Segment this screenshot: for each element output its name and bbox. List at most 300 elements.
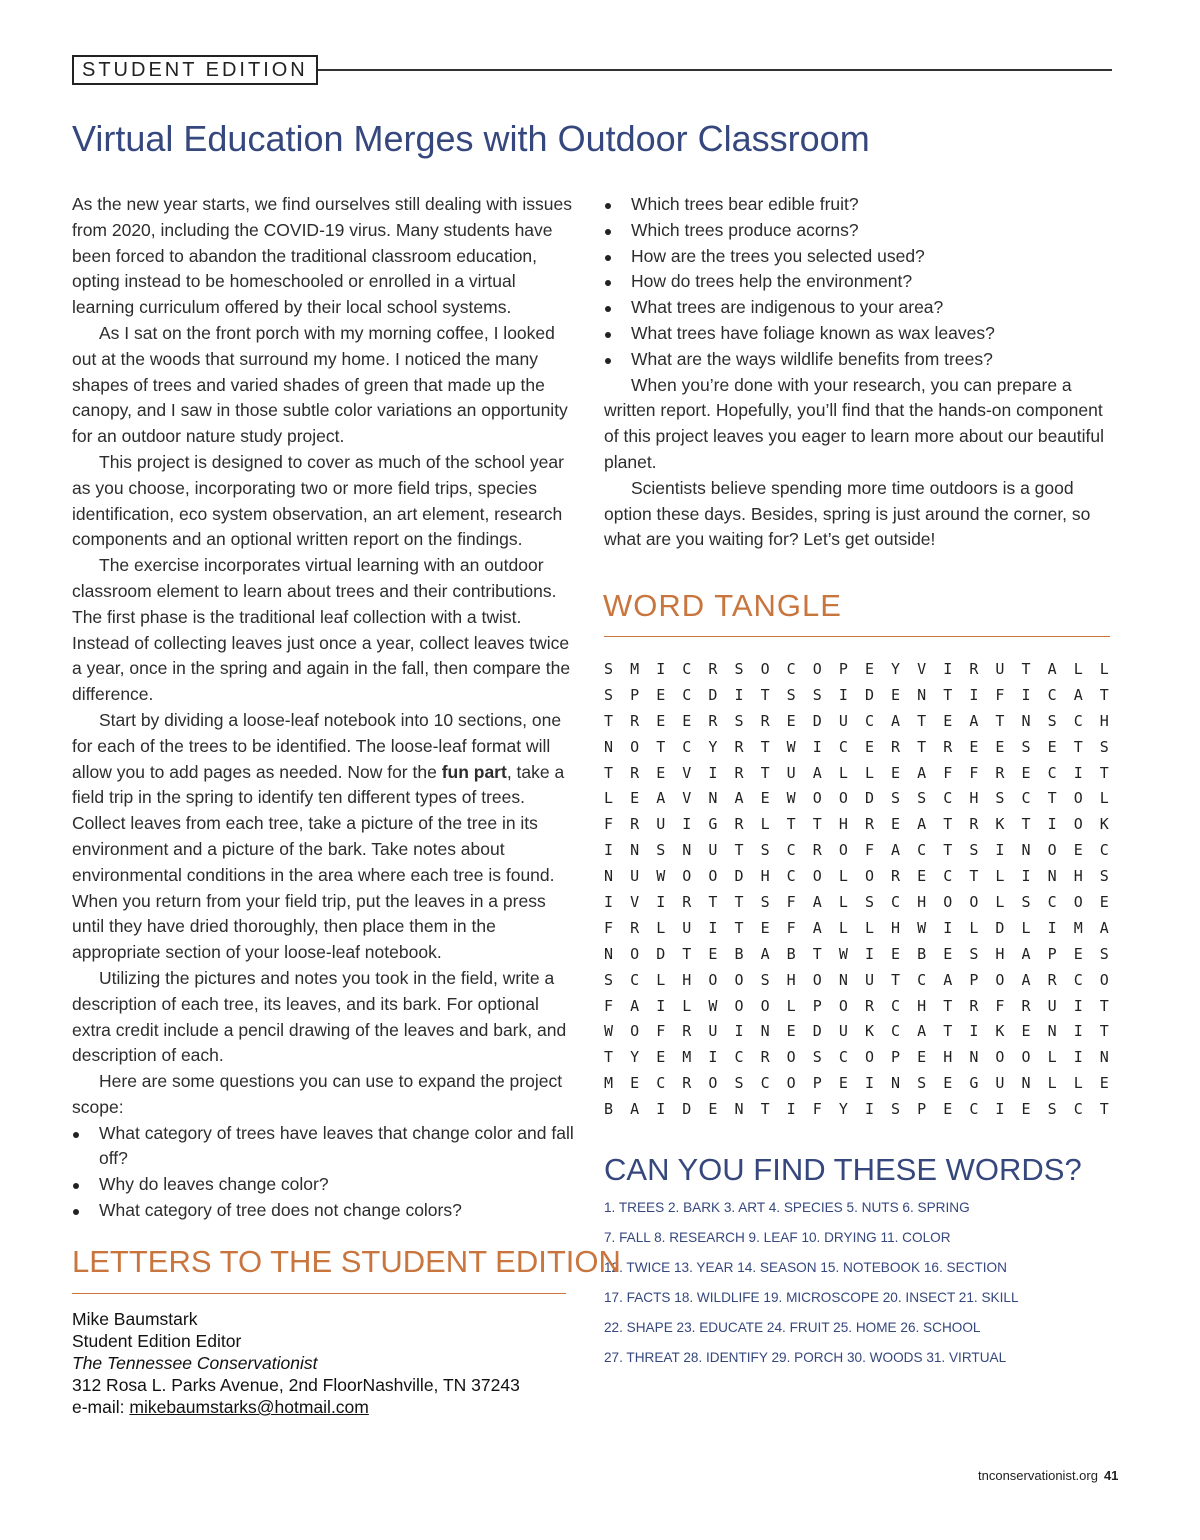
word-search-grid xyxy=(604,656,1126,1122)
grid-letter: C xyxy=(734,1048,744,1067)
grid-letter: N xyxy=(1021,711,1031,730)
grid-letter: I xyxy=(864,944,874,963)
grid-letter: K xyxy=(864,1022,874,1041)
grid-row xyxy=(604,682,1126,708)
grid-letter: L xyxy=(838,867,848,886)
grid-letter: P xyxy=(838,659,848,678)
grid-letter: T xyxy=(917,737,927,756)
grid-letter: I xyxy=(1047,918,1057,937)
grid-letter: E xyxy=(943,1100,953,1119)
grid-letter: P xyxy=(1047,944,1057,963)
grid-letter: W xyxy=(708,996,718,1015)
grid-letter: D xyxy=(812,711,822,730)
grid-letter: S xyxy=(1099,944,1109,963)
grid-letter: R xyxy=(969,659,979,678)
grid-letter: U xyxy=(838,711,848,730)
paragraph-2: As I sat on the front porch with my morning coffee, I looked out at the woods that surround my home. I noticed the many shapes of trees and varied shades of green that made up the canopy, and I saw in those subtle color variations an opportunity for an outdoor nature study project. xyxy=(72,322,568,447)
grid-letter: I xyxy=(1073,1022,1083,1041)
grid-letter: O xyxy=(864,867,874,886)
question-item: Which trees produce acorns? xyxy=(604,218,1114,244)
grid-letter: P xyxy=(812,996,822,1015)
grid-letter: I xyxy=(1073,1048,1083,1067)
grid-letter: M xyxy=(682,1048,692,1067)
fun-part-emphasis: fun part xyxy=(441,761,507,782)
grid-letter: A xyxy=(812,918,822,937)
grid-letter: L xyxy=(1099,659,1109,678)
grid-letter: E xyxy=(708,944,718,963)
question-item: What are the ways wildlife benefits from trees? xyxy=(604,347,1114,373)
grid-letter: O xyxy=(812,867,822,886)
grid-letter: O xyxy=(995,1048,1005,1067)
grid-letter: V xyxy=(682,789,692,808)
grid-letter: I xyxy=(604,892,614,911)
grid-letter: L xyxy=(995,892,1005,911)
grid-letter: I xyxy=(995,1100,1005,1119)
grid-letter: O xyxy=(838,841,848,860)
grid-letter: S xyxy=(864,892,874,911)
grid-letter: T xyxy=(786,815,796,834)
grid-letter: E xyxy=(630,789,640,808)
grid-letter: D xyxy=(656,944,666,963)
grid-row xyxy=(604,1018,1126,1044)
grid-letter: L xyxy=(864,918,874,937)
grid-letter: N xyxy=(1047,1022,1057,1041)
grid-letter: T xyxy=(1099,763,1109,782)
grid-letter: C xyxy=(1021,789,1031,808)
grid-letter: E xyxy=(708,1100,718,1119)
grid-letter: T xyxy=(1099,996,1109,1015)
grid-letter: I xyxy=(656,996,666,1015)
grid-row xyxy=(604,734,1126,760)
paragraph-report: When you’re done with your research, you can prepare a written report. Hopefully, you’ll find that the hands-on component of this project leaves you eager to learn more about our beautiful planet. xyxy=(604,374,1105,472)
grid-letter: W xyxy=(786,789,796,808)
footer xyxy=(978,1468,1118,1483)
grid-letter: E xyxy=(995,737,1005,756)
grid-letter: T xyxy=(760,763,770,782)
grid-letter: T xyxy=(1047,789,1057,808)
grid-letter: U xyxy=(1047,996,1057,1015)
grid-letter: M xyxy=(630,659,640,678)
grid-letter: C xyxy=(1073,970,1083,989)
grid-letter: V xyxy=(917,659,927,678)
grid-letter: L xyxy=(1073,1074,1083,1093)
grid-letter: I xyxy=(1021,685,1031,704)
grid-letter: C xyxy=(943,867,953,886)
grid-letter: T xyxy=(1099,1100,1109,1119)
grid-letter: A xyxy=(1021,944,1031,963)
grid-letter: L xyxy=(838,918,848,937)
grid-letter: F xyxy=(812,1100,822,1119)
grid-letter: E xyxy=(1073,944,1083,963)
grid-letter: R xyxy=(630,815,640,834)
paragraph-3: This project is designed to cover as much of the school year as you choose, incorporating two or more field trips, species identification, eco system observation, an art element, research components and an optional written report on the findings. xyxy=(72,451,564,550)
grid-letter: F xyxy=(656,1022,666,1041)
grid-letter: S xyxy=(917,1074,927,1093)
grid-letter: L xyxy=(1047,1074,1057,1093)
editor-role: Student Edition Editor xyxy=(72,1331,242,1351)
grid-letter: S xyxy=(812,1048,822,1067)
grid-letter: S xyxy=(1099,867,1109,886)
grid-letter: T xyxy=(943,996,953,1015)
word-tangle-heading: WORD TANGLE xyxy=(603,588,842,623)
page-number: 41 xyxy=(1103,1468,1119,1483)
grid-letter: O xyxy=(838,996,848,1015)
grid-letter: R xyxy=(760,1048,770,1067)
grid-letter: S xyxy=(760,841,770,860)
grid-letter: E xyxy=(891,944,901,963)
grid-row xyxy=(604,863,1126,889)
grid-letter: V xyxy=(682,763,692,782)
grid-letter: L xyxy=(656,918,666,937)
grid-letter: C xyxy=(969,1100,979,1119)
grid-letter: O xyxy=(812,970,822,989)
grid-letter: E xyxy=(943,1074,953,1093)
grid-letter: I xyxy=(864,1074,874,1093)
grid-letter: C xyxy=(1047,763,1057,782)
editor-name: Mike Baumstark xyxy=(72,1309,198,1329)
grid-letter: F xyxy=(864,841,874,860)
grid-letter: L xyxy=(760,815,770,834)
grid-letter: S xyxy=(1021,892,1031,911)
grid-letter: O xyxy=(1073,892,1083,911)
grid-letter: C xyxy=(943,789,953,808)
grid-letter: T xyxy=(917,711,927,730)
grid-row xyxy=(604,1070,1126,1096)
grid-letter: O xyxy=(1073,815,1083,834)
grid-letter: L xyxy=(1021,918,1031,937)
grid-letter: W xyxy=(656,867,666,886)
grid-letter: O xyxy=(786,1048,796,1067)
grid-letter: A xyxy=(1021,970,1031,989)
grid-letter: L xyxy=(838,892,848,911)
grid-letter: E xyxy=(682,711,692,730)
word-list-line: 17. FACTS 18. WILDLIFE 19. MICROSCOPE 20. INSECT 21. SKILL xyxy=(604,1290,1019,1305)
grid-letter: L xyxy=(969,918,979,937)
grid-letter: I xyxy=(786,1100,796,1119)
grid-letter: O xyxy=(995,970,1005,989)
grid-letter: S xyxy=(760,970,770,989)
grid-letter: C xyxy=(891,996,901,1015)
paragraph-7: Here are some questions you can use to expand the project scope: xyxy=(72,1071,563,1117)
paragraph-outdoors: Scientists believe spending more time outdoors is a good option these days. Besides, spring is just around the corner, so what are you waiting for? Let’s get outside! xyxy=(604,477,1091,550)
street-address: 312 Rosa L. Parks Avenue, 2nd FloorNashville, TN 37243 xyxy=(72,1375,520,1395)
grid-letter: L xyxy=(1099,789,1109,808)
grid-letter: R xyxy=(864,815,874,834)
grid-letter: R xyxy=(891,867,901,886)
grid-letter: S xyxy=(734,711,744,730)
grid-letter: C xyxy=(682,737,692,756)
grid-letter: N xyxy=(604,867,614,886)
grid-letter: I xyxy=(734,685,744,704)
grid-letter: C xyxy=(1099,841,1109,860)
grid-letter: N xyxy=(1021,1074,1031,1093)
grid-letter: D xyxy=(734,867,744,886)
grid-letter: I xyxy=(708,763,718,782)
grid-letter: C xyxy=(682,685,692,704)
grid-letter: H xyxy=(1099,711,1109,730)
grid-letter: E xyxy=(760,918,770,937)
grid-letter: S xyxy=(969,841,979,860)
grid-letter: E xyxy=(630,1074,640,1093)
publication-name: The Tennessee Conservationist xyxy=(72,1353,318,1373)
grid-letter: M xyxy=(604,1074,614,1093)
word-list-line: 27. THREAT 28. IDENTIFY 29. PORCH 30. WOODS 31. VIRTUAL xyxy=(604,1350,1007,1365)
grid-letter: O xyxy=(682,867,692,886)
grid-letter: O xyxy=(812,789,822,808)
grid-letter: I xyxy=(656,1100,666,1119)
grid-letter: Y xyxy=(630,1048,640,1067)
edition-label: STUDENT EDITION xyxy=(72,55,318,85)
grid-letter: S xyxy=(995,789,1005,808)
grid-letter: I xyxy=(864,1100,874,1119)
grid-letter: E xyxy=(943,944,953,963)
grid-letter: B xyxy=(786,944,796,963)
find-words-heading: CAN YOU FIND THESE WORDS? xyxy=(604,1152,1082,1187)
grid-letter: I xyxy=(943,659,953,678)
grid-letter: C xyxy=(864,711,874,730)
grid-letter: L xyxy=(1073,659,1083,678)
grid-letter: T xyxy=(943,1022,953,1041)
grid-letter: R xyxy=(734,815,744,834)
grid-letter: S xyxy=(1021,737,1031,756)
grid-letter: S xyxy=(891,1100,901,1119)
grid-letter: O xyxy=(812,659,822,678)
grid-letter: C xyxy=(682,659,692,678)
grid-letter: F xyxy=(604,815,614,834)
grid-letter: U xyxy=(864,970,874,989)
grid-letter: O xyxy=(838,789,848,808)
grid-letter: R xyxy=(682,1022,692,1041)
grid-letter: L xyxy=(604,789,614,808)
grid-letter: H xyxy=(995,944,1005,963)
grid-letter: R xyxy=(630,711,640,730)
grid-letter: S xyxy=(734,1074,744,1093)
grid-letter: N xyxy=(604,737,614,756)
grid-letter: S xyxy=(734,659,744,678)
grid-letter: N xyxy=(969,1048,979,1067)
grid-row xyxy=(604,656,1126,682)
grid-letter: E xyxy=(943,711,953,730)
grid-letter: I xyxy=(656,659,666,678)
question-item: What category of trees have leaves that change color and fall off? xyxy=(72,1121,582,1173)
grid-letter: N xyxy=(708,789,718,808)
grid-letter: C xyxy=(917,841,927,860)
question-item: Why do leaves change color? xyxy=(72,1172,582,1198)
grid-letter: N xyxy=(1021,841,1031,860)
left-column xyxy=(72,192,582,1224)
grid-letter: T xyxy=(760,685,770,704)
grid-letter: P xyxy=(969,970,979,989)
grid-letter: I xyxy=(969,1022,979,1041)
grid-letter: O xyxy=(708,1074,718,1093)
paragraph-5 xyxy=(72,708,582,966)
grid-letter: E xyxy=(917,867,927,886)
paragraph-5-end: , take a field trip in the spring to identify ten different types of trees. Collect leaves from each tree, take a picture of the tree in its environment and a picture of the bark. Take notes about environmental conditions in the area where each tree is found. When you return from your field trip, put the leaves in a press until they have dried thoroughly, then place them in the appropriate section of your loose-leaf notebook. xyxy=(72,761,565,963)
grid-letter: R xyxy=(760,711,770,730)
grid-letter: R xyxy=(812,841,822,860)
grid-letter: E xyxy=(1021,763,1031,782)
question-item: How are the trees you selected used? xyxy=(604,244,1114,270)
grid-letter: O xyxy=(786,1074,796,1093)
grid-row xyxy=(604,785,1126,811)
grid-letter: A xyxy=(812,892,822,911)
grid-letter: N xyxy=(838,970,848,989)
grid-letter: R xyxy=(864,996,874,1015)
grid-letter: O xyxy=(630,944,640,963)
grid-letter: A xyxy=(917,815,927,834)
grid-letter: Y xyxy=(891,659,901,678)
grid-letter: C xyxy=(630,970,640,989)
grid-letter: D xyxy=(995,918,1005,937)
grid-letter: U xyxy=(708,841,718,860)
grid-letter: A xyxy=(630,996,640,1015)
grid-row xyxy=(604,889,1126,915)
grid-letter: A xyxy=(943,970,953,989)
grid-letter: T xyxy=(812,944,822,963)
grid-letter: W xyxy=(604,1022,614,1041)
grid-letter: H xyxy=(760,867,770,886)
word-list-line: 7. FALL 8. RESEARCH 9. LEAF 10. DRYING 11. COLOR xyxy=(604,1230,951,1245)
grid-letter: E xyxy=(969,737,979,756)
grid-letter: W xyxy=(786,737,796,756)
grid-row xyxy=(604,993,1126,1019)
grid-letter: T xyxy=(734,841,744,860)
grid-letter: E xyxy=(1021,1100,1031,1119)
grid-letter: R xyxy=(734,763,744,782)
grid-letter: T xyxy=(943,685,953,704)
grid-letter: I xyxy=(682,815,692,834)
grid-letter: T xyxy=(604,1048,614,1067)
grid-letter: R xyxy=(995,763,1005,782)
grid-letter: S xyxy=(604,659,614,678)
grid-letter: I xyxy=(1047,815,1057,834)
grid-letter: T xyxy=(812,815,822,834)
grid-letter: H xyxy=(682,970,692,989)
grid-letter: H xyxy=(943,1048,953,1067)
grid-letter: T xyxy=(943,815,953,834)
grid-row xyxy=(604,967,1126,993)
grid-letter: D xyxy=(708,685,718,704)
word-list xyxy=(604,1197,1019,1377)
grid-letter: N xyxy=(604,944,614,963)
grid-letter: M xyxy=(1073,918,1083,937)
grid-letter: T xyxy=(891,970,901,989)
grid-letter: R xyxy=(891,737,901,756)
grid-letter: E xyxy=(656,1048,666,1067)
grid-row xyxy=(604,1044,1126,1070)
grid-letter: C xyxy=(1073,711,1083,730)
grid-letter: O xyxy=(734,996,744,1015)
grid-letter: S xyxy=(604,685,614,704)
paragraph-4: The exercise incorporates virtual learning with an outdoor classroom element to learn about trees and their contributions. The first phase is the traditional leaf collection with a twist. Instead of collecting leaves just once a year, collect leaves twice a year, once in the spring and again in the fall, then compare the difference. xyxy=(72,555,571,705)
grid-letter: S xyxy=(1047,1100,1057,1119)
grid-letter: I xyxy=(1073,763,1083,782)
grid-letter: S xyxy=(760,892,770,911)
grid-letter: U xyxy=(656,815,666,834)
grid-letter: I xyxy=(708,1048,718,1067)
grid-letter: C xyxy=(1047,892,1057,911)
grid-letter: B xyxy=(917,944,927,963)
question-item: What trees are indigenous to your area? xyxy=(604,295,1114,321)
grid-letter: O xyxy=(1099,970,1109,989)
grid-letter: L xyxy=(864,763,874,782)
grid-letter: W xyxy=(917,918,927,937)
grid-letter: F xyxy=(786,892,796,911)
grid-letter: R xyxy=(969,815,979,834)
grid-letter: T xyxy=(760,1100,770,1119)
grid-letter: O xyxy=(1073,789,1083,808)
grid-letter: K xyxy=(995,1022,1005,1041)
grid-letter: F xyxy=(786,918,796,937)
grid-letter: H xyxy=(917,892,927,911)
grid-letter: A xyxy=(1047,659,1057,678)
grid-letter: E xyxy=(1099,892,1109,911)
paragraph-5-start: Start by dividing a loose-leaf notebook into 10 sections, one for each of the trees to be identified. The loose-leaf format will allow you to add pages as needed. Now for the xyxy=(72,709,562,782)
grid-letter: N xyxy=(917,685,927,704)
grid-letter: O xyxy=(708,970,718,989)
grid-letter: A xyxy=(630,1100,640,1119)
grid-letter: R xyxy=(943,737,953,756)
grid-letter: V xyxy=(630,892,640,911)
letters-rule xyxy=(72,1293,566,1294)
page-title: Virtual Education Merges with Outdoor Classroom xyxy=(72,118,870,159)
grid-row xyxy=(604,811,1126,837)
grid-letter: C xyxy=(917,970,927,989)
grid-letter: N xyxy=(682,841,692,860)
grid-letter: E xyxy=(656,685,666,704)
grid-letter: A xyxy=(917,1022,927,1041)
grid-letter: N xyxy=(891,1074,901,1093)
grid-letter: G xyxy=(708,815,718,834)
grid-letter: D xyxy=(864,789,874,808)
question-item: What category of tree does not change colors? xyxy=(72,1198,582,1224)
grid-letter: R xyxy=(630,918,640,937)
grid-letter: T xyxy=(1021,815,1031,834)
email-link[interactable]: mikebaumstarks@hotmail.com xyxy=(129,1397,369,1417)
grid-letter: S xyxy=(917,789,927,808)
grid-letter: S xyxy=(969,944,979,963)
grid-letter: L xyxy=(656,970,666,989)
grid-letter: T xyxy=(604,763,614,782)
grid-letter: R xyxy=(734,737,744,756)
grid-letter: N xyxy=(1099,1048,1109,1067)
grid-letter: E xyxy=(838,1074,848,1093)
grid-letter: U xyxy=(995,659,1005,678)
grid-letter: N xyxy=(760,1022,770,1041)
grid-letter: C xyxy=(786,867,796,886)
grid-letter: L xyxy=(682,996,692,1015)
grid-letter: E xyxy=(760,789,770,808)
grid-letter: E xyxy=(1021,1022,1031,1041)
grid-letter: A xyxy=(891,841,901,860)
grid-letter: O xyxy=(943,892,953,911)
grid-letter: H xyxy=(838,815,848,834)
grid-letter: I xyxy=(734,1022,744,1041)
grid-letter: H xyxy=(891,918,901,937)
grid-letter: T xyxy=(995,711,1005,730)
grid-letter: N xyxy=(630,841,640,860)
grid-letter: T xyxy=(1073,737,1083,756)
grid-letter: O xyxy=(760,659,770,678)
grid-letter: A xyxy=(734,789,744,808)
grid-letter: P xyxy=(630,685,640,704)
grid-letter: O xyxy=(1021,1048,1031,1067)
grid-letter: C xyxy=(786,659,796,678)
grid-letter: P xyxy=(891,1048,901,1067)
grid-letter: P xyxy=(917,1100,927,1119)
grid-letter: A xyxy=(917,763,927,782)
grid-letter: E xyxy=(786,1022,796,1041)
